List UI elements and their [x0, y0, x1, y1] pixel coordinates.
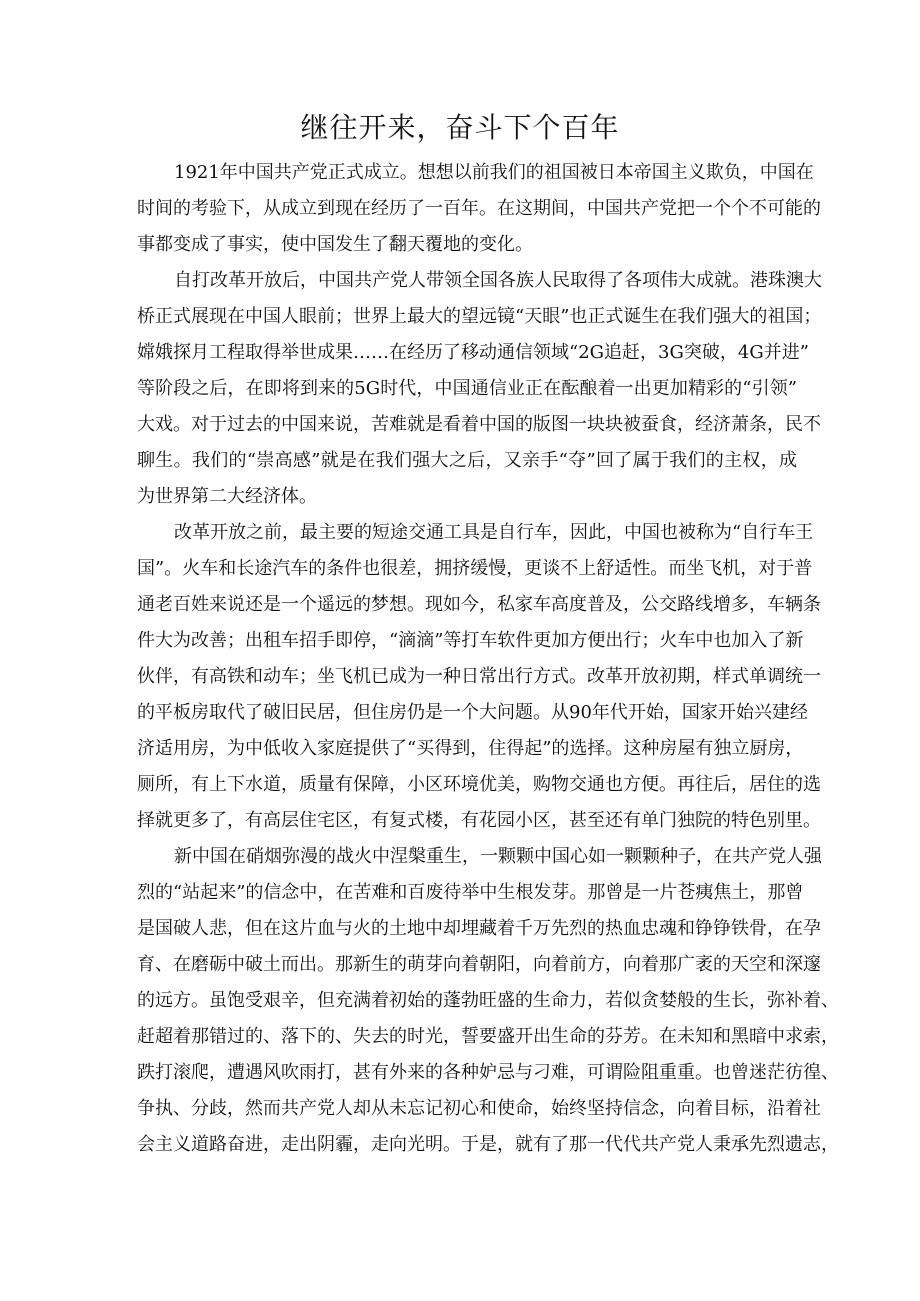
paragraph-4: [137, 839, 839, 1163]
paragraph-line: 等阶段之后，在即将到来的5G时代，中国通信业正在酝酿着一出更加精彩的“引领”: [137, 378, 797, 399]
paragraph-line: 通老百姓来说还是一个遥远的梦想。现如今，私家车高度普及，公交路线增多，车辆条: [137, 594, 821, 615]
paragraph-line: 为世界第二大经济体。: [137, 486, 317, 507]
paragraph-line: 1921年中国共产党正式成立。想想以前我们的祖国被日本帝国主义欺负，中国在: [174, 162, 814, 183]
paragraph-line: 嫦娥探月工程取得举世成果……在经历了移动通信领域“2G追赶，3G突破，4G并进”: [137, 342, 809, 363]
paragraph-line: 择就更多了，有高层住宅区，有复式楼，有花园小区，甚至还有单门独院的特色别里。: [137, 810, 821, 831]
paragraph-line: 桥正式展现在中国人眼前；世界上最大的望远镜“天眼”也正式诞生在我们强大的祖国；: [137, 306, 822, 327]
paragraph-line: 大戏。对于过去的中国来说，苦难就是看着中国的版图一块块被蚕食，经济萧条，民不: [137, 414, 821, 435]
paragraph-line: 国”。火车和长途汽车的条件也很差，拥挤缓慢，更谈不上舒适性。而坐飞机，对于普: [137, 558, 813, 579]
paragraph-1: [137, 155, 821, 263]
paragraph-line: 改革开放之前，最主要的短途交通工具是自行车，因此，中国也被称为“自行车王: [174, 522, 814, 543]
paragraph-2: [137, 263, 822, 515]
paragraph-line: 的远方。虽饱受艰辛，但充满着初始的蓬勃旺盛的生命力，若似贪婪般的生长，弥补着、: [137, 990, 839, 1011]
paragraph-line: 的平板房取代了破旧民居，但住房仍是一个大问题。从90年代开始，国家开始兴建经: [137, 702, 808, 723]
paragraph-line: 育、在磨砺中破土而出。那新生的萌芽向着朝阳，向着前方，向着那广袤的天空和深邃: [137, 954, 821, 975]
paragraph-line: 济适用房，为中低收入家庭提供了“买得到，住得起”的选择。这种房屋有独立厨房，: [137, 738, 804, 759]
document-title: 继往开来，奋斗下个百年: [300, 111, 620, 144]
document-body: [137, 155, 839, 1163]
paragraph-line: 时间的考验下，从成立到现在经历了一百年。在这期间，中国共产党把一个个不可能的: [137, 198, 821, 219]
paragraph-line: 争执、分歧，然而共产党人却从未忘记初心和使命，始终坚持信念，向着目标，沿着社: [137, 1098, 821, 1119]
paragraph-line: 事都变成了事实，使中国发生了翻天覆地的变化。: [137, 234, 533, 255]
paragraph-line: 伙伴，有高铁和动车；坐飞机已成为一种日常出行方式。改革开放初期，样式单调统一: [137, 666, 821, 687]
paragraph-line: 烈的“站起来”的信念中，在苦难和百废待举中生根发芽。那曾是一片苍痍焦土，那曾: [137, 882, 804, 903]
paragraph-line: 厕所，有上下水道，质量有保障，小区环境优美，购物交通也方便。再往后，居住的选: [137, 774, 821, 795]
paragraph-line: 新中国在硝烟弥漫的战火中涅槃重生，一颗颗中国心如一颗颗种子，在共产党人强: [174, 846, 822, 867]
paragraph-line: 会主义道路奋进，走出阴霾，走向光明。于是，就有了那一代代共产党人秉承先烈遗志，: [137, 1134, 839, 1155]
paragraph-line: 跌打滚爬，遭遇风吹雨打，甚有外来的各种妒忌与刁难，可谓险阻重重。也曾迷茫彷徨、: [137, 1062, 839, 1083]
paragraph-line: 件大为改善；出租车招手即停，“滴滴”等打车软件更加方便出行；火车中也加入了新: [137, 630, 804, 651]
paragraph-line: 是国破人悲，但在这片血与火的土地中却埋藏着千万先烈的热血忠魂和铮铮铁骨，在孕: [137, 918, 821, 939]
paragraph-line: 自打改革开放后，中国共产党人带领全国各族人民取得了各项伟大成就。港珠澳大: [174, 270, 822, 291]
paragraph-3: [137, 515, 821, 839]
paragraph-line: 聊生。我们的“崇高感”就是在我们强大之后，又亲手“夺”回了属于我们的主权，成: [137, 450, 797, 471]
paragraph-line: 赶超着那错过的、落下的、失去的时光，誓要盛开出生命的芬芳。在未知和黑暗中求索，: [137, 1026, 839, 1047]
